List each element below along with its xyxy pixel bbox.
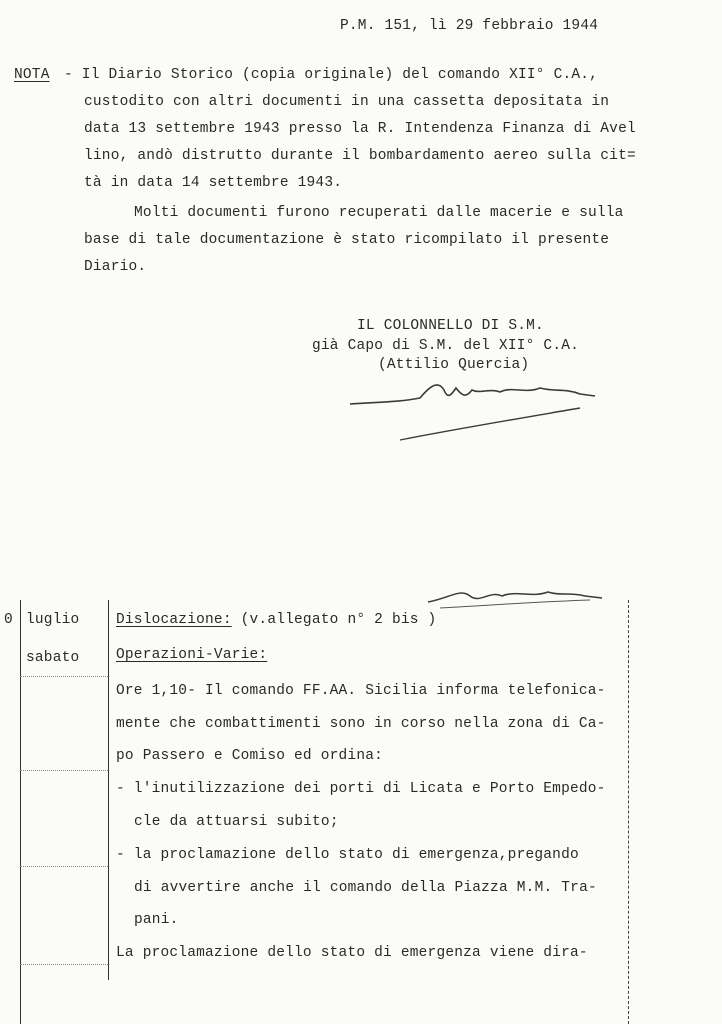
nota-line-8: Diario. xyxy=(84,259,147,275)
nota-line-6: Molti documenti furono recuperati dalle macerie e sulla xyxy=(134,205,624,221)
diary-line-2: mente che combattimenti sono in corso nella zona di Ca- xyxy=(116,716,606,732)
signature-title: IL COLONNELLO DI S.M. xyxy=(357,318,544,334)
left-margin-rule xyxy=(20,600,21,1024)
signature-role: già Capo di S.M. del XII° C.A. xyxy=(312,338,580,354)
diary-line-3: po Passero e Comiso ed ordina: xyxy=(116,748,384,764)
diary-month: luglio xyxy=(26,612,80,628)
nota-line-2: custodito con altri documenti in una cassetta depositata in xyxy=(84,94,610,110)
right-margin-rule xyxy=(628,600,629,1024)
date-column-rule xyxy=(108,600,109,980)
row-divider xyxy=(20,964,108,965)
diary-signature xyxy=(420,580,610,616)
diary-line-8: pani. xyxy=(134,912,179,928)
dislocazione-value: (v.allegato n° 2 bis ) xyxy=(240,612,437,628)
signature-name: (Attilio Quercia) xyxy=(378,357,530,373)
diary-day: 0 xyxy=(4,612,13,628)
diary-line-9: La proclamazione dello stato di emergenza viene dira- xyxy=(116,945,588,961)
nota-line-3: data 13 settembre 1943 presso la R. Intendenza Finanza di Avel xyxy=(84,121,636,137)
nota-line-1: - Il Diario Storico (copia originale) del comando XII° C.A., xyxy=(64,67,599,83)
diary-line-4: - l'inutilizzazione dei porti di Licata e Porto Empedo- xyxy=(116,781,606,797)
nota-line-4: lino, andò distrutto durante il bombardamento aereo sulla cit= xyxy=(84,148,636,164)
diary-line-7: di avvertire anche il comando della Piazza M.M. Tra- xyxy=(134,880,597,896)
nota-line-7: base di tale documentazione è stato ricompilato il presente xyxy=(84,232,610,248)
nota-label: NOTA xyxy=(14,67,50,83)
diary-line-1: Ore 1,10- Il comando FF.AA. Sicilia informa telefonica- xyxy=(116,683,606,699)
nota-line-5: tà in data 14 settembre 1943. xyxy=(84,175,343,191)
diary-weekday: sabato xyxy=(26,650,80,666)
row-divider xyxy=(20,770,108,771)
handwritten-signature xyxy=(340,372,610,452)
dislocazione-label: Dislocazione: xyxy=(116,612,232,628)
diary-line-6: - la proclamazione dello stato di emergenza,pregando xyxy=(116,847,579,863)
row-divider xyxy=(20,676,108,677)
dislocazione-entry xyxy=(116,612,436,628)
header-place-date: P.M. 151, lì 29 febbraio 1944 xyxy=(340,18,599,34)
operazioni-label: Operazioni-Varie: xyxy=(116,647,268,663)
diary-line-5: cle da attuarsi subito; xyxy=(134,814,339,830)
row-divider xyxy=(20,866,108,867)
